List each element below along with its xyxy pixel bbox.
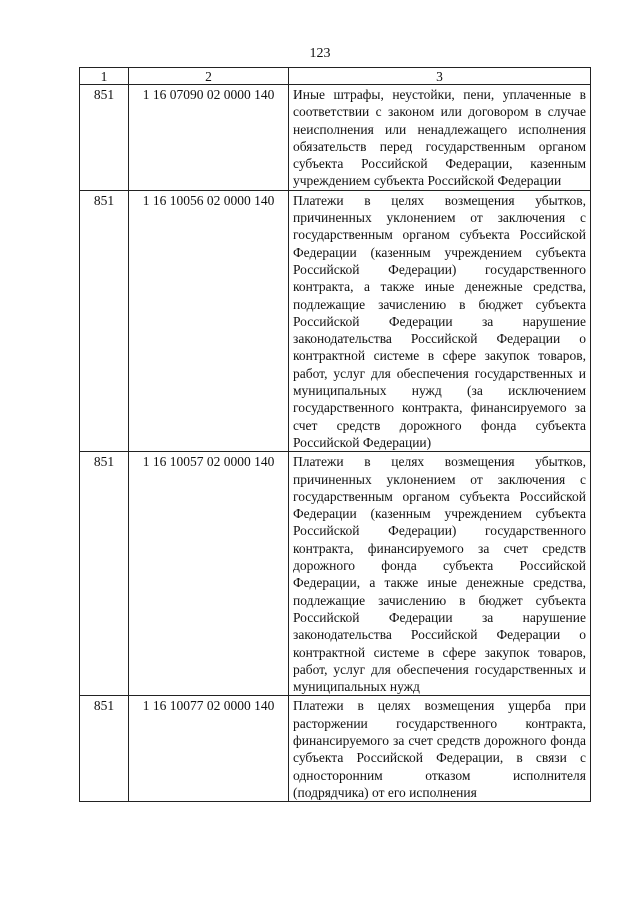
table-row [80,190,591,451]
table-row [80,452,591,696]
table-header-row [80,68,591,85]
budget-code-cell: 1 16 10056 02 0000 140 [129,190,289,451]
admin-code-cell: 851 [80,452,129,696]
column-header-1: 1 [80,68,129,85]
admin-code-cell: 851 [80,85,129,191]
admin-code-cell: 851 [80,190,129,451]
description-text: Платежи в целях возмещения убытков, причиненных уклонением от заключения с государственным органом субъекта Российской Федерации (казенным учреждением субъекта Российской Федерации) государственного контракта, финансируемого за счет средств дорожного фонда субъекта Российской Федерации, а также иные денежные средства, подлежащие зачислению в бюджет субъекта Российской Федерации за нарушение законодательства Российской Федерации о контрактной системе в сфере закупок товаров, работ, услуг для обеспечения государственных и муниципальных нужд [293,454,586,695]
revenue-codes-table [79,67,591,802]
budget-code-cell: 1 16 10077 02 0000 140 [129,696,289,802]
description-cell [289,696,591,802]
table-row [80,85,591,191]
column-header-3: 3 [289,68,591,85]
table-row [80,696,591,802]
description-text: Платежи в целях возмещения убытков, причиненных уклонением от заключения с государственным органом субъекта Российской Федерации (казенным учреждением субъекта Российской Федерации) государственного контракта, а также иные денежные средства, подлежащие зачислению в бюджет субъекта Российской Федерации за нарушение законодательства Российской Федерации о контрактной системе в сфере закупок товаров, работ, услуг для обеспечения государственных и муниципальных нужд (за исключением государственного контракта, финансируемого за счет средств дорожного фонда субъекта Российской Федерации) [293,192,586,450]
description-cell [289,85,591,191]
budget-code-cell: 1 16 07090 02 0000 140 [129,85,289,191]
description-cell [289,452,591,696]
description-cell [289,190,591,451]
description-text: Платежи в целях возмещения ущерба при расторжении государственного контракта, финансируемого за счет средств дорожного фонда субъекта Российской Федерации, в связи с односторонним отказом исполнителя (подрядчика) от его исполнения [293,698,586,800]
description-text: Иные штрафы, неустойки, пени, уплаченные в соответствии с законом или договором в случае неисполнения или ненадлежащего исполнения обязательств перед государственным органом субъекта Российской Федерации, казенным учреждением субъекта Российской Федерации [293,87,586,189]
admin-code-cell: 851 [80,696,129,802]
column-header-2: 2 [129,68,289,85]
page-number: 123 [309,46,331,61]
budget-code-cell: 1 16 10057 02 0000 140 [129,452,289,696]
